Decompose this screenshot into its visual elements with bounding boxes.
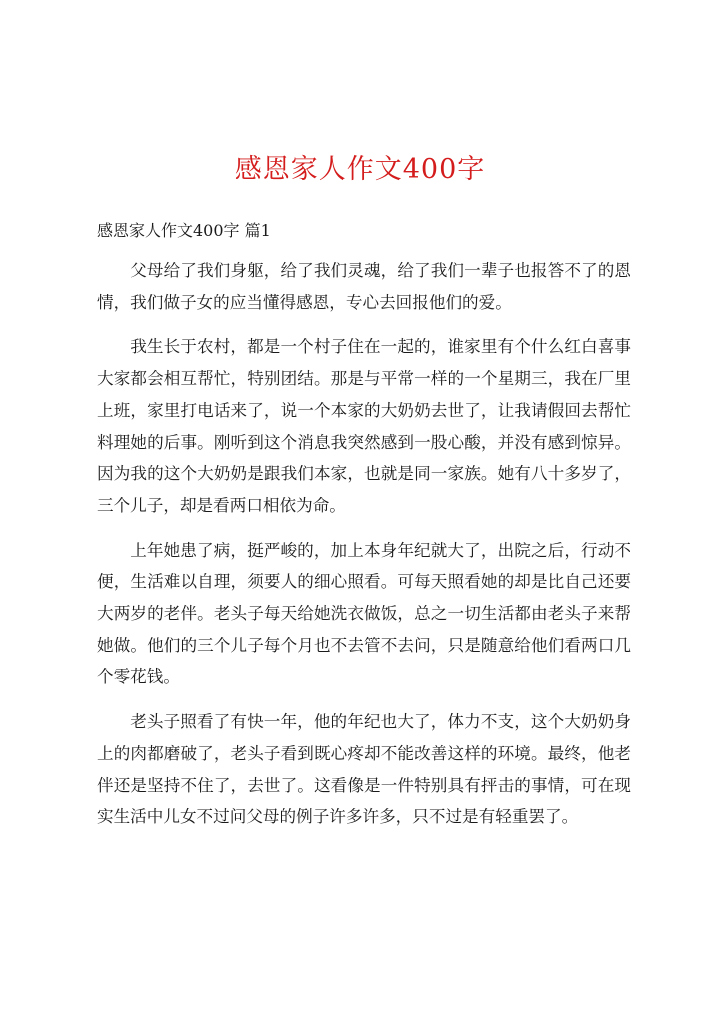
section-heading: 感恩家人作文400字 篇1 <box>97 221 271 240</box>
document-title: 感恩家人作文400字 <box>234 154 486 185</box>
paragraph: 上年她患了病，挺严峻的，加上本身年纪就大了，出院之后，行动不便，生活难以自理，须要人的细心照看。可每天照看她的却是比自己还要大两岁的老伴。老头子每天给她洗衣做饭，总之一切生活都由老头子来帮她做。他们的三个儿子每个月也不去管不去问，只是随意给他们看两口几个零花钱。 <box>97 540 631 687</box>
document-body <box>97 255 631 846</box>
paragraph: 老头子照看了有快一年，他的年纪也大了，体力不支，这个大奶奶身上的肉都磨破了，老头子看到既心疼却不能改善这样的环境。最终，他老伴还是坚持不住了，去世了。这看像是一件特别具有抨击的事情，可在现实生活中儿女不过问父母的例子许多许多，只不过是有轻重罢了。 <box>97 712 631 827</box>
paragraph: 父母给了我们身躯，给了我们灵魂，给了我们一辈子也报答不了的恩情，我们做子女的应当懂得感恩，专心去回报他们的爱。 <box>97 261 631 312</box>
paragraph: 我生长于农村，都是一个村子住在一起的，谁家里有个什么红白喜事大家都会相互帮忙，特别团结。那是与平常一样的一个星期三，我在厂里上班，家里打电话来了，说一个本家的大奶奶去世了，让我请假回去帮忙料理她的后事。刚听到这个消息我突然感到一股心酸，并没有感到惊异。因为我的这个大奶奶是跟我们本家，也就是同一家族。她有八十多岁了，三个儿子，却是看两口相依为命。 <box>97 337 631 515</box>
